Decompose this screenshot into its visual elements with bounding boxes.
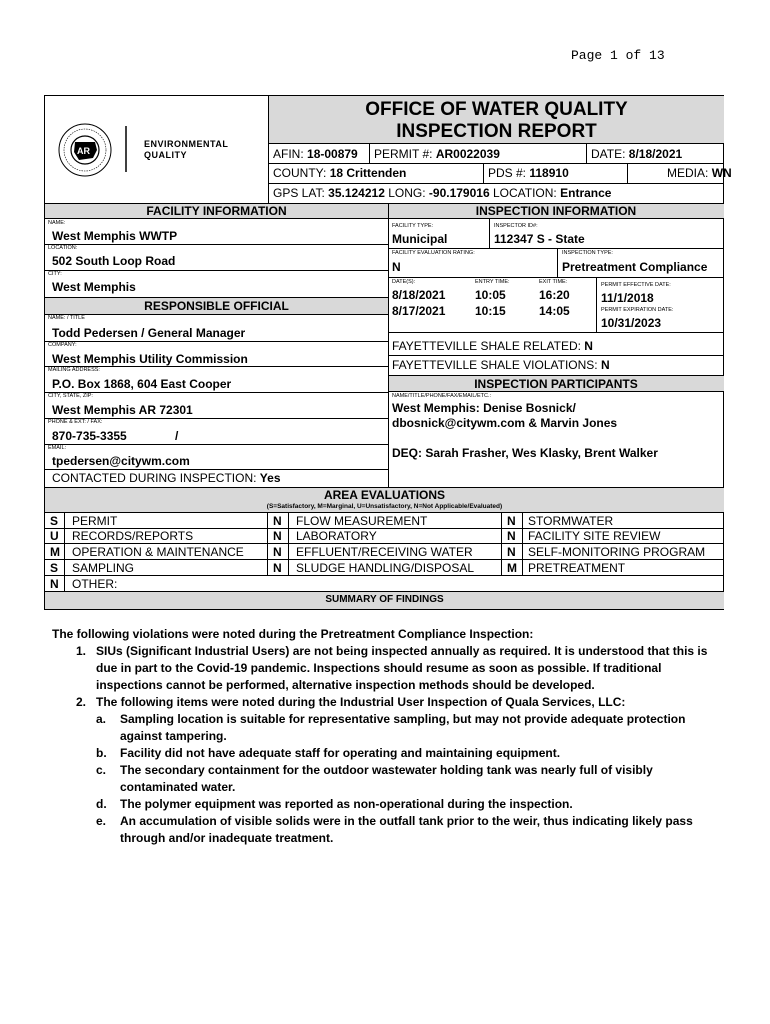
afin-field: AFIN: 18-00879: [273, 147, 358, 161]
responsible-official-header: RESPONSIBLE OFFICIAL: [144, 299, 289, 313]
facility-city: West Memphis: [52, 280, 136, 294]
facility-name: West Memphis WWTP: [52, 229, 178, 243]
page-number: Page 1 of 13: [571, 48, 665, 63]
findings-intro: The following violations were noted during the Pretreatment Compliance Inspection:: [52, 627, 534, 641]
participants-line-2: dbosnick@citywm.com & Marvin Jones: [392, 416, 618, 430]
finding-subitem-d: d. The polymer equipment was reported as non-operational during the inspection.: [96, 797, 573, 811]
exit-time-2: 14:05: [539, 304, 570, 318]
official-fax: /: [175, 429, 179, 443]
official-company: West Memphis Utility Commission: [52, 352, 248, 366]
finding-subitem-c: c. The secondary containment for the outdoor wastewater holding tank was nearly full of visibly contaminated water.: [96, 763, 653, 794]
permit-expiration-date: 10/31/2023: [601, 316, 662, 330]
participants-line-3: DEQ: Sarah Frasher, Wes Klasky, Brent Walker: [392, 446, 658, 460]
logo-text: ENVIRONMENTAL QUALITY: [144, 139, 229, 160]
official-phone: 870-735-3355: [52, 429, 127, 443]
finding-subitem-e: e. An accumulation of visible solids were in the outfall tank prior to the weir, thus indicating likely pass through and/or inadequate treatment.: [96, 814, 693, 845]
entry-time-1: 10:05: [475, 288, 506, 302]
area-evaluations-header: AREA EVALUATIONS: [323, 488, 446, 502]
county-field: COUNTY: 18 Crittenden: [273, 166, 407, 180]
official-name: Todd Pedersen / General Manager: [52, 326, 246, 340]
participants-header: INSPECTION PARTICIPANTS: [474, 377, 638, 391]
permit-effective-date: 11/1/2018: [601, 291, 654, 305]
official-email: tpedersen@citywm.com: [52, 454, 190, 468]
entry-time-2: 10:15: [475, 304, 506, 318]
summary-header: SUMMARY OF FINDINGS: [325, 594, 444, 605]
svg-text:AR: AR: [77, 146, 90, 156]
permit-field: PERMIT #: AR0022039: [374, 147, 500, 161]
finding-item-1: 1. SIUs (Significant Industrial Users) are not being inspected annually as required. It is understood that this is due in part to the Covid-19 pandemic. Inspections should resume as soon as possible. If traditional inspections cannot be performed, alternative inspection methods should be developed.: [76, 644, 708, 692]
area-evaluations-legend: (S=Satisfactory, M=Marginal, U=Unsatisfactory, N=Not Applicable/Evaluated): [266, 503, 503, 510]
official-mailing: P.O. Box 1868, 604 East Cooper: [52, 377, 232, 391]
inspection-type: Pretreatment Compliance: [562, 260, 708, 274]
official-city-state-zip: West Memphis AR 72301: [52, 403, 193, 417]
findings-body: [52, 626, 722, 847]
facility-type: Municipal: [392, 232, 448, 246]
inspection-date-1: 8/18/2021: [392, 288, 446, 302]
inspector-id: 112347 S - State: [494, 232, 585, 246]
shale-related-field: FAYETTEVILLE SHALE RELATED: N: [392, 339, 593, 353]
participants-line-1: West Memphis: Denise Bosnick/: [392, 401, 576, 415]
contacted-field: CONTACTED DURING INSPECTION: Yes: [52, 471, 281, 485]
inspection-form: AR ENVIRONMENTAL QUALITY OFFICE OF WATER QUALITY INSPECTION REPORT AFIN: 18-00879 PERMIT #: AR0022039 DATE: 8/18/2021 COUNTY: 18 Crittenden PDS #: 118910 MEDIA: WN GPS LAT: 35.124212 LONG: -90.179016 LOCATION: Entrance FACILITY INFORMATION INSPECTION INFORMATION NAME: West Memphis WWTP LOCATION: 502 South Loop Road CITY: West Memphis RESPONSIBLE OFFICIAL NAME: / TITLE Todd Pedersen / General Manager COMPANY: West Memphis Utility Commission MAILING ADDRESS: P.O. Box 1868, 604 East Cooper CITY, STATE, ZIP: West Memphis AR 72301 PHONE & EXT: / FAX: 870-735-3355 / EMAIL: tpedersen@citywm.com CONTACTED DURING INSPECTION: Yes FACILITY TYPE: Municipal INSPECTOR ID#: 112347 S - State FACILITY EVALUATION RATING: N INSPECTION TYPE: Pretreatment Compliance DATE(S): ENTRY TIME: EXIT TIME: 8/18/2021 10:05 16:20 8/17/2021 10:15 14:05 PERMIT EFFECTIVE DATE: 11/1/2018 PERMIT EXPIRATION DATE: 10/31/2023 FAYETTEVILLE SHALE RELATED: N FAYETTEVILLE SHALE VIOLATIONS: N INSPECTION PARTICIPANTS NAME/TITLE/PHONE/FAX/EMAIL/ETC.: West Memphis: Denise Bosnick/ dbosnick@citywm.com & Marvin Jones DEQ: Sarah Frasher, Wes Klasky, Brent Walker AREA EVALUATIONS (S=Satisfactory, M=Marginal, U=Unsatisfactory, N=Not Applicable/Evaluated) S PERMIT U RECORDS/REPORTS M OPERATION & MAINTENANCE S SAMPLING N OTHER: N FLOW MEASUREMENT N LABORATORY N EFFLUENT/RECEIVING WATER N SLUDGE HANDLING/DISPOSAL N STORMWATER N FACILITY SITE REVIEW N SELF-MONITORING PROGRAM M PRETREATMENT SUMMARY OF FINDINGS: [44, 95, 724, 610]
finding-subitem-b: b. Facility did not have adequate staff for operating and maintaining equipment.: [96, 746, 561, 760]
date-field: DATE: 8/18/2021: [591, 147, 683, 161]
pds-field: PDS #: 118910: [488, 166, 569, 180]
facility-info-header: FACILITY INFORMATION: [146, 204, 287, 218]
finding-item-2: 2. The following items were noted during the Industrial User Inspection of Quala Services, LLC:: [76, 695, 626, 709]
inspection-date-2: 8/17/2021: [392, 304, 446, 318]
inspection-info-header: INSPECTION INFORMATION: [475, 204, 637, 218]
facility-location: 502 South Loop Road: [52, 254, 176, 268]
shale-violations-field: FAYETTEVILLE SHALE VIOLATIONS: N: [392, 358, 610, 372]
media-field: MEDIA: WN: [667, 166, 732, 180]
exit-time-1: 16:20: [539, 288, 570, 302]
gps-field: GPS LAT: 35.124212 LONG: -90.179016 LOCATION: Entrance: [273, 186, 612, 200]
evaluation-rating: N: [392, 260, 401, 274]
report-title: OFFICE OF WATER QUALITY INSPECTION REPORT: [365, 99, 628, 142]
finding-subitem-a: a. Sampling location is suitable for representative sampling, but may not provide adequate protection against tampering.: [96, 712, 686, 743]
